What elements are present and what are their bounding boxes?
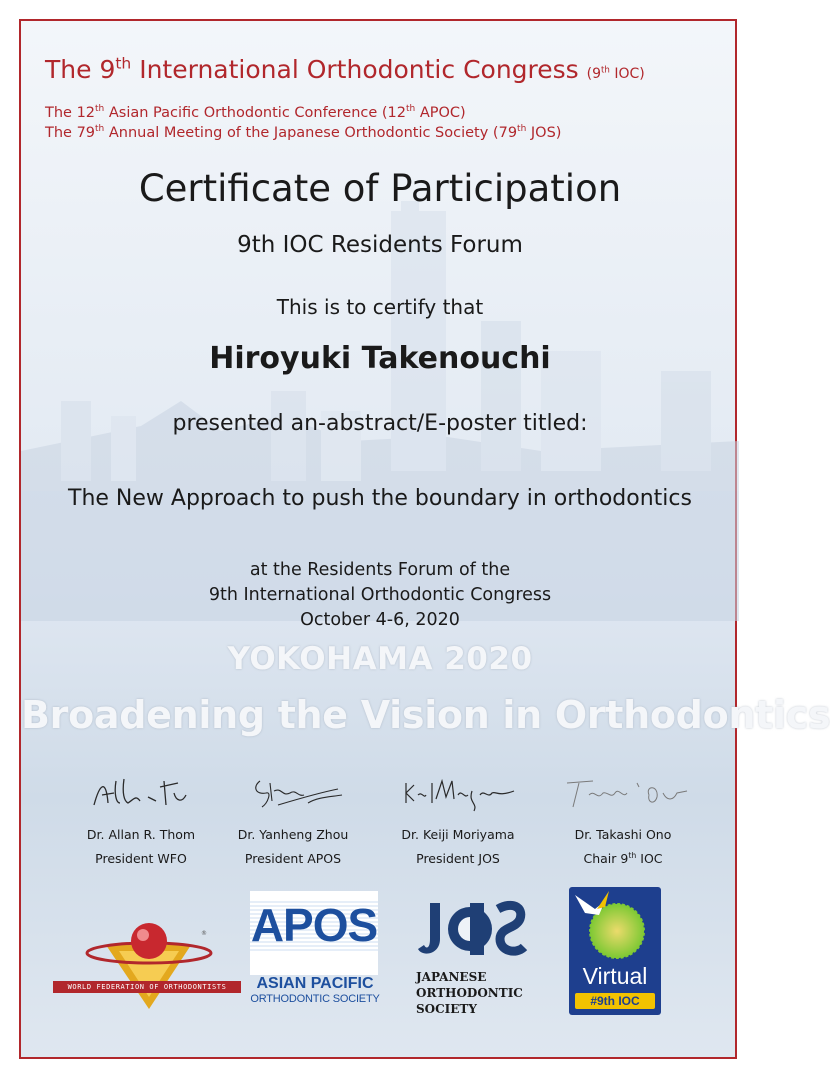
signature-moriyama <box>398 773 518 813</box>
jos-subheading: The 79th Annual Meeting of the Japanese Orthodontic Society (79th JOS) <box>45 124 562 141</box>
forum-name: 9th IOC Residents Forum <box>237 232 523 258</box>
recipient-name: Hiroyuki Takenouchi <box>209 341 551 376</box>
signatory-role: President WFO <box>95 851 187 866</box>
signatory-thom <box>66 773 216 866</box>
abstract-title: The New Approach to push the boundary in orthodontics <box>68 486 692 511</box>
congress-motto: Broadening the Vision in Orthodontics <box>21 693 830 737</box>
apos-logo <box>250 891 380 1005</box>
event-banner: YOKOHAMA 2020 <box>227 641 533 677</box>
signatory-ono <box>548 773 698 866</box>
signatory-name: Dr. Yanheng Zhou <box>237 827 349 842</box>
apos-line-2: ORTHODONTIC SOCIETY <box>250 993 380 1005</box>
signatory-role: President APOS <box>244 851 342 866</box>
globe-bird-icon <box>569 887 661 963</box>
signatory-zhou <box>218 773 368 866</box>
apos-line-1: ASIAN PACIFIC <box>256 975 374 992</box>
signature-ono <box>553 773 693 813</box>
signatory-moriyama <box>383 773 533 866</box>
apoc-subheading: The 12th Asian Pacific Orthodontic Conference (12th APOC) <box>45 104 466 121</box>
svg-text:®: ® <box>201 930 207 937</box>
venue-line-2: 9th International Orthodontic Congress <box>208 585 552 605</box>
presented-line: presented an-abstract/E-poster titled: <box>172 411 588 436</box>
virtual-tag: #9th IOC <box>575 993 655 1009</box>
congress-heading: The 9th International Orthodontic Congress (9th IOC) <box>45 54 645 84</box>
wfo-logo <box>51 919 246 1011</box>
wfo-band-text: WORLD FEDERATION OF ORTHODONTISTS <box>53 981 241 993</box>
virtual-word: Virtual <box>582 963 648 989</box>
signatory-role: President JOS <box>416 851 500 866</box>
certify-line: This is to certify that <box>276 295 484 319</box>
signature-thom <box>86 773 196 813</box>
apos-mark <box>250 891 378 975</box>
jos-line-1: JAPANESE <box>416 970 487 984</box>
certificate-frame <box>19 19 830 1059</box>
wfo-emblem-icon <box>51 919 246 1011</box>
signatory-name: Dr. Takashi Ono <box>574 827 672 842</box>
jos-line-3: SOCIETY <box>416 1002 477 1016</box>
jos-line-2: ORTHODONTIC <box>416 986 523 1000</box>
signatory-name: Dr. Allan R. Thom <box>86 827 196 842</box>
certificate-title: Certificate of Participation <box>138 167 622 210</box>
signature-zhou <box>238 773 348 813</box>
apos-abbr: APOS <box>250 899 378 951</box>
signatory-name: Dr. Keiji Moriyama <box>401 827 515 842</box>
jos-monogram-icon <box>416 899 526 961</box>
venue-line-1: at the Residents Forum of the <box>249 560 511 580</box>
virtual-9th-ioc-logo <box>569 887 661 1015</box>
event-dates: October 4-6, 2020 <box>300 610 460 630</box>
jos-logo <box>416 899 546 1017</box>
signatory-role: Chair 9th IOC <box>583 850 663 866</box>
